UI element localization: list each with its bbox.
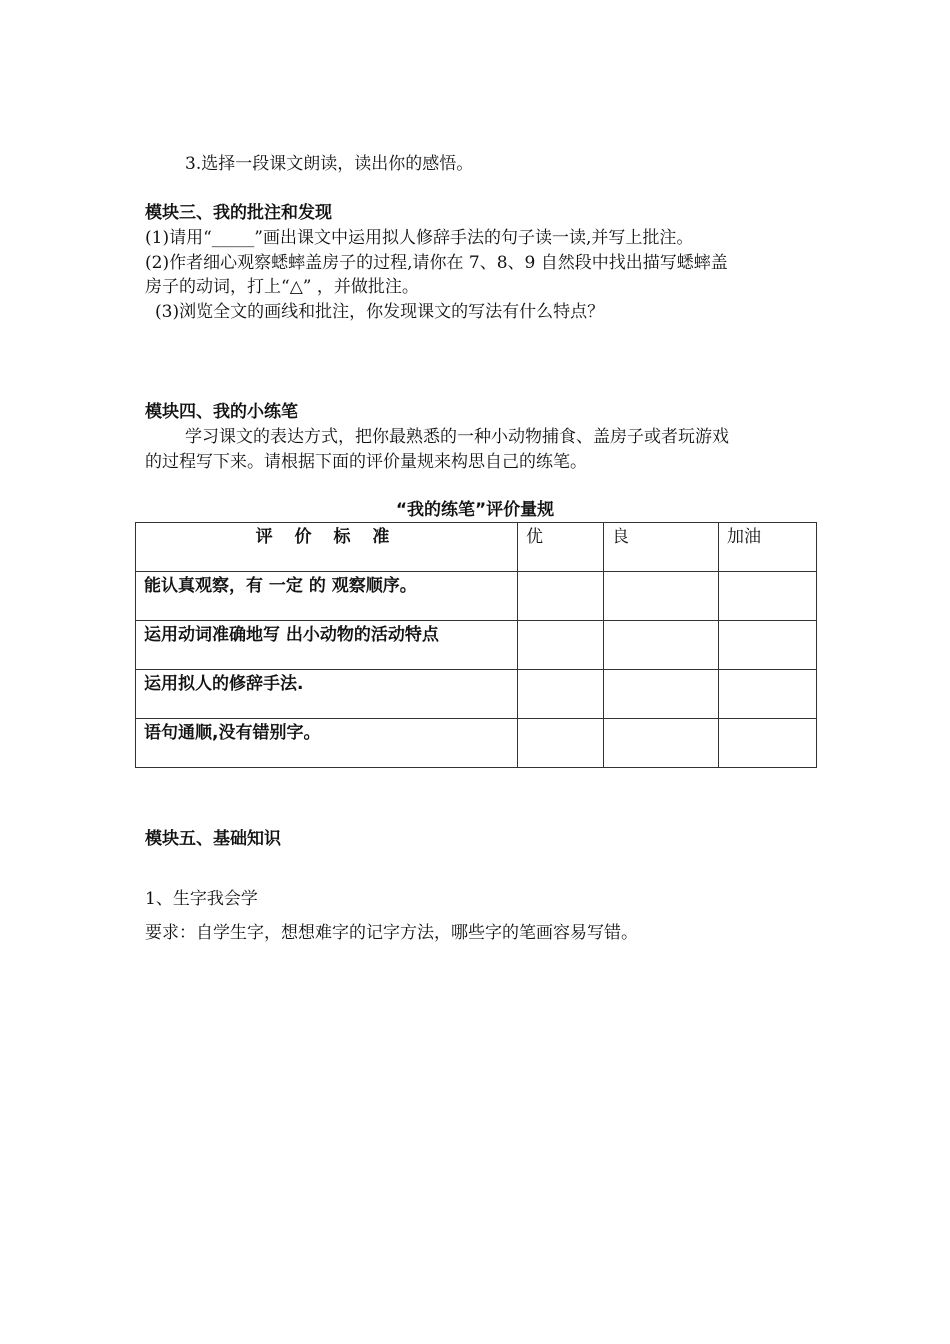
rating-cell-keep-going[interactable] — [719, 719, 817, 768]
criterion-verbs: 运用动词准确地写 出小动物的活动特点 — [136, 621, 518, 670]
rating-cell-good[interactable] — [604, 719, 719, 768]
excellent-header: 优 — [518, 523, 604, 572]
rating-cell-good[interactable] — [604, 572, 719, 621]
module4-paragraph-line-1: 学习课文的表达方式，把你最熟悉的一种小动物捕食、盖房子或者玩游戏 — [185, 427, 729, 447]
module5-requirement: 要求：自学生字，想想难字的记字方法，哪些字的笔画容易写错。 — [145, 923, 638, 943]
module3-question-2-line-2: 房子的动词，打上“△” ，并做批注。 — [145, 277, 419, 297]
table-row — [136, 719, 817, 768]
criterion-fluency: 语句通顺,没有错别字。 — [136, 719, 518, 768]
rating-cell-good[interactable] — [604, 621, 719, 670]
module4-paragraph-line-2: 的过程写下来。请根据下面的评价量规来构思自己的练笔。 — [145, 452, 587, 472]
rubric-header-row — [136, 523, 817, 572]
criterion-observation: 能认真观察，有 一定 的 观察顺序。 — [136, 572, 518, 621]
rubric-table-caption: “我的练笔”评价量规 — [395, 500, 555, 520]
rubric-table — [135, 522, 817, 768]
rating-cell-good[interactable] — [604, 670, 719, 719]
rating-cell-keep-going[interactable] — [719, 670, 817, 719]
rating-cell-excellent[interactable] — [518, 719, 604, 768]
table-row — [136, 572, 817, 621]
module3-question-3: (3)浏览全文的画线和批注，你发现课文的写法有什么特点？ — [155, 302, 605, 322]
module5-item-1: 1、生字我会学 — [145, 889, 258, 909]
good-header: 良 — [604, 523, 719, 572]
module3-question-2-line-1: (2)作者细心观察蟋蟀盖房子的过程,请你在 7、8、9 自然段中找出描写蟋蟀盖 — [145, 253, 728, 273]
module5-title: 模块五、基础知识 — [145, 829, 281, 849]
criterion-personification: 运用拟人的修辞手法. — [136, 670, 518, 719]
table-row — [136, 670, 817, 719]
rating-cell-excellent[interactable] — [518, 572, 604, 621]
rating-cell-keep-going[interactable] — [719, 572, 817, 621]
module3-title: 模块三、我的批注和发现 — [145, 203, 332, 223]
module3-question-1: (1)请用“_____”画出课文中运用拟人修辞手法的句子读一读,并写上批注。 — [145, 228, 694, 248]
rating-cell-excellent[interactable] — [518, 670, 604, 719]
criteria-header: 评 价 标 准 — [136, 523, 518, 572]
rating-cell-excellent[interactable] — [518, 621, 604, 670]
rating-cell-keep-going[interactable] — [719, 621, 817, 670]
table-row — [136, 621, 817, 670]
keep-going-header: 加油 — [719, 523, 817, 572]
module4-title: 模块四、我的小练笔 — [145, 402, 298, 422]
reading-instruction: 3.选择一段课文朗读，读出你的感悟。 — [185, 154, 474, 174]
